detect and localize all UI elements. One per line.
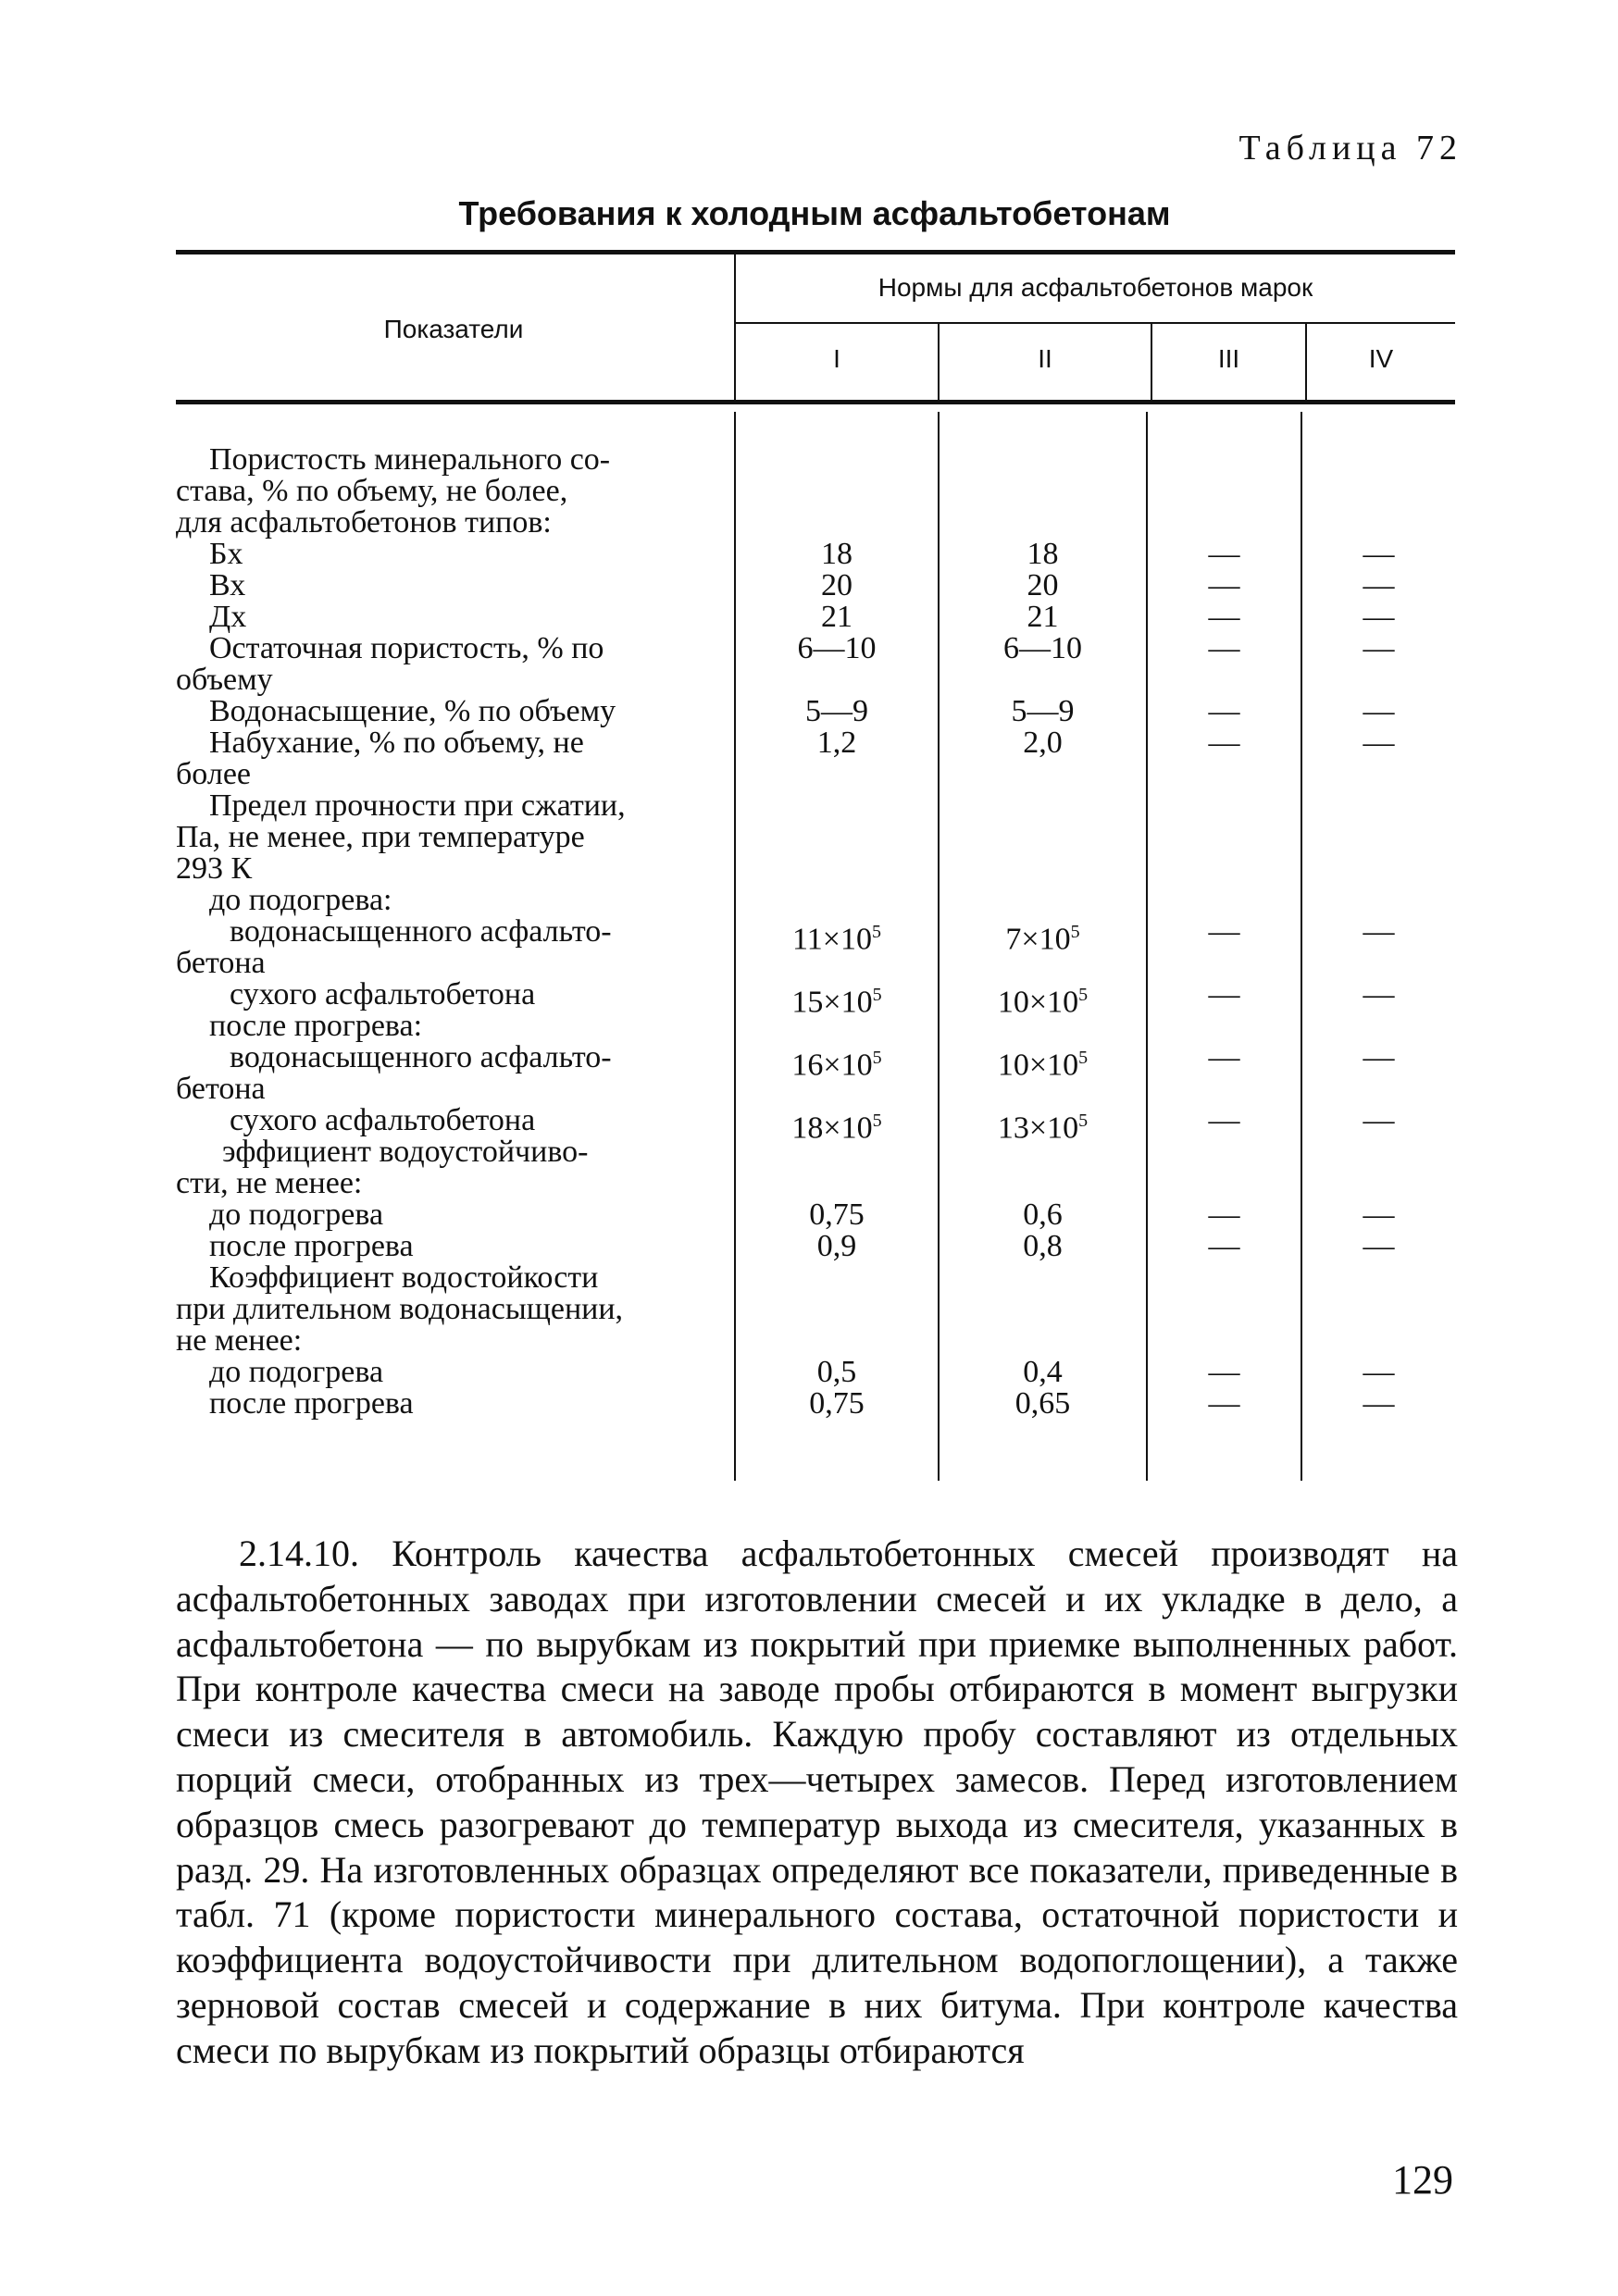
cell-value: 10×10 [997,1048,1079,1083]
table-row [176,1262,1455,1294]
header-sub-rule [736,322,1455,324]
row-label: более [176,757,251,791]
cell-grade-iv: — [1363,537,1395,571]
table-row [176,1357,1455,1388]
cell-grade-iv: — [1363,1040,1395,1074]
row-label: Пористость минерального со- [209,442,611,477]
cell-grade-ii: 6—10 [1003,631,1082,665]
row-label: водонасыщенного асфальто- [230,1040,612,1074]
cell-grade-i: 18 [821,537,853,571]
cell-grade-iv: — [1363,1355,1395,1389]
header-bottom-rule [176,400,1455,404]
cell-grade-iii: — [1208,1229,1240,1263]
table-row [176,1074,1455,1105]
cell-grade-iv: — [1363,694,1395,728]
header-indicators: Показатели [383,315,524,343]
table-row [176,727,1455,759]
row-label: сухого асфальтобетона [230,1103,536,1137]
row-label: эффициент водоустойчиво- [222,1135,589,1169]
row-label: бетона [176,1072,266,1106]
cell-grade-iv: — [1363,726,1395,760]
cell-grade-i: 0,9 [816,1229,857,1263]
column-divider [734,252,736,402]
header-norms: Нормы для асфальтобетонов марок [877,273,1313,302]
cell-grade-iv: — [1363,631,1395,665]
table-row [176,1388,1455,1420]
column-divider [938,324,940,402]
table-row [176,790,1455,822]
cell-grade-iii: — [1208,537,1240,571]
cell-grade-iii: — [1208,1198,1240,1232]
cell-grade-ii: 0,4 [1023,1355,1063,1389]
cell-value: 16×10 [791,1048,873,1083]
column-divider [1305,324,1307,402]
column-divider [1151,324,1152,402]
cell-grade-iv: — [1363,1229,1395,1263]
table-row [176,1168,1455,1199]
row-label: Вх [209,568,246,602]
cell-grade-iii: — [1208,1103,1240,1137]
table-row [176,444,1455,476]
cell-grade-ii: 2,0 [1023,726,1063,760]
table-top-rule [176,250,1455,254]
row-label: после прогрева: [209,1009,423,1043]
row-label: Водонасыщение, % по объему [209,694,616,728]
row-label: Дх [209,600,247,634]
cell-value: 13×10 [997,1111,1079,1146]
table-row [176,1294,1455,1325]
cell-grade-ii: 18 [1027,537,1059,571]
cell-grade-iii: — [1208,914,1240,949]
cell-grade-ii: 0,8 [1023,1229,1063,1263]
cell-exponent: 5 [1078,1048,1089,1068]
header-grade-iv: IV [1368,344,1394,373]
cell-grade-iii: — [1208,568,1240,602]
cell-grade-iii: — [1208,600,1240,634]
row-label: после прогрева [209,1386,414,1421]
page-number: 129 [1392,2157,1453,2203]
cell-grade-iii: — [1208,726,1240,760]
cell-exponent: 5 [1078,985,1089,1005]
row-label: объему [176,663,273,697]
table-body [176,444,1455,1420]
cell-grade-ii: 5—9 [1011,694,1075,728]
header-grade-iii: III [1217,344,1240,373]
body-paragraph: 2.14.10. Контроль качества асфальтобетонных смесей производят на асфальтобетонных заводах при изготовлении смесей и их укладке в дело, а асфальтобетона — по вырубкам из покрытий при приемке выполненных работ. При контроле качества смеси на заводе пробы отбираются в момент выгрузки смеси из смесителя в автомобиль. Каждую пробу составляют из отдельных порций смеси, отобранных из трех—четырех замесов. Перед изготовлением образцов смесь разогревают до температур выхода из смесителя, указанных в разд. 29. На изготовленных образцах определяют все показатели, приведенные в табл. 71 (кроме пористости минерального состава, остаточной пористости и коэффициента водоустойчивости при длительном водопоглощении), а также зерновой состав смесей и содержание в них битума. При контроле качества смеси по вырубкам из покрытий образцы отбираются [176,1533,1458,2071]
cell-exponent: 5 [872,985,882,1005]
cell-grade-iv: — [1363,977,1395,1011]
cell-grade-iv: — [1363,600,1395,634]
header-grade-ii: II [1038,344,1052,373]
cell-grade-i: 20 [821,568,853,602]
table-title: Требования к холодным асфальтобетонам [458,194,1171,232]
cell-exponent: 5 [872,1048,882,1068]
cell-grade-ii: 0,65 [1014,1386,1071,1421]
table-row [176,664,1455,696]
cell-grade-iii: — [1208,694,1240,728]
table-row [176,1231,1455,1262]
cell-grade-i: 5—9 [805,694,868,728]
cell-grade-i: 0,5 [816,1355,857,1389]
table-row [176,914,1455,957]
row-label: после прогрева [209,1229,414,1263]
cell-grade-iii: — [1208,1355,1240,1389]
body-paragraph-block [176,1532,1458,2074]
table-row [176,1325,1455,1357]
header-grade-i: I [833,344,840,373]
table-row [176,507,1455,539]
cell-value: 7×10 [1005,922,1071,957]
cell-grade-ii: 0,6 [1023,1198,1063,1232]
row-label: Па, не менее, при температуре [176,820,585,854]
cell-value: 10×10 [997,985,1079,1020]
cell-value: 18×10 [791,1111,873,1146]
row-label: сти, не менее: [176,1166,363,1200]
table-row [176,977,1455,1020]
row-label: до подогрева: [209,883,392,917]
table-number: Таблица 72 [1238,129,1462,168]
cell-grade-iv: — [1363,1386,1395,1421]
cell-exponent: 5 [872,1111,882,1131]
row-label: става, % по объему, не более, [176,474,568,508]
cell-grade-i: 0,75 [809,1198,865,1232]
cell-grade-iv: — [1363,568,1395,602]
cell-value: 11×10 [792,922,872,957]
table-row [176,476,1455,507]
table-row [176,1040,1455,1083]
row-label: для асфальтобетонов типов: [176,505,552,540]
table-row [176,1011,1455,1042]
row-label: 293 К [176,851,253,886]
row-label: Остаточная пористость, % по [209,631,604,665]
table-row [176,696,1455,727]
cell-grade-iv: — [1363,1198,1395,1232]
cell-exponent: 5 [1078,1111,1089,1131]
row-label: не менее: [176,1323,303,1358]
table-row [176,602,1455,633]
row-label: Предел прочности при сжатии, [209,788,626,823]
cell-exponent: 5 [1070,922,1080,942]
cell-grade-ii: 20 [1027,568,1059,602]
row-label: бетона [176,946,266,980]
table-row [176,539,1455,570]
row-label: Коэффициент водостойкости [209,1260,599,1295]
row-label: Бх [209,537,243,571]
table-row [176,570,1455,602]
cell-exponent: 5 [871,922,881,942]
row-label: сухого асфальтобетона [230,977,536,1011]
row-label: до подогрева [209,1355,384,1389]
cell-grade-i: 6—10 [797,631,877,665]
row-label: при длительном водонасыщении, [176,1292,624,1326]
table-row [176,948,1455,979]
table-row [176,885,1455,916]
table-row [176,853,1455,885]
row-label: водонасыщенного асфальто- [230,914,612,949]
row-label: до подогрева [209,1198,384,1232]
cell-grade-iv: — [1363,914,1395,949]
cell-value: 15×10 [791,985,873,1020]
cell-grade-i: 0,75 [809,1386,865,1421]
cell-grade-i: 1,2 [816,726,857,760]
cell-grade-iv: — [1363,1103,1395,1137]
cell-grade-iii: — [1208,1386,1240,1421]
cell-grade-iii: — [1208,631,1240,665]
cell-grade-iii: — [1208,1040,1240,1074]
table-row [176,759,1455,790]
cell-grade-i: 21 [821,600,853,634]
table-row [176,1136,1455,1168]
cell-grade-iii: — [1208,977,1240,1011]
table-row [176,1199,1455,1231]
table-row [176,633,1455,664]
cell-grade-ii: 21 [1027,600,1059,634]
table-row [176,1103,1455,1146]
row-label: Набухание, % по объему, не [209,726,584,760]
table-row [176,822,1455,853]
